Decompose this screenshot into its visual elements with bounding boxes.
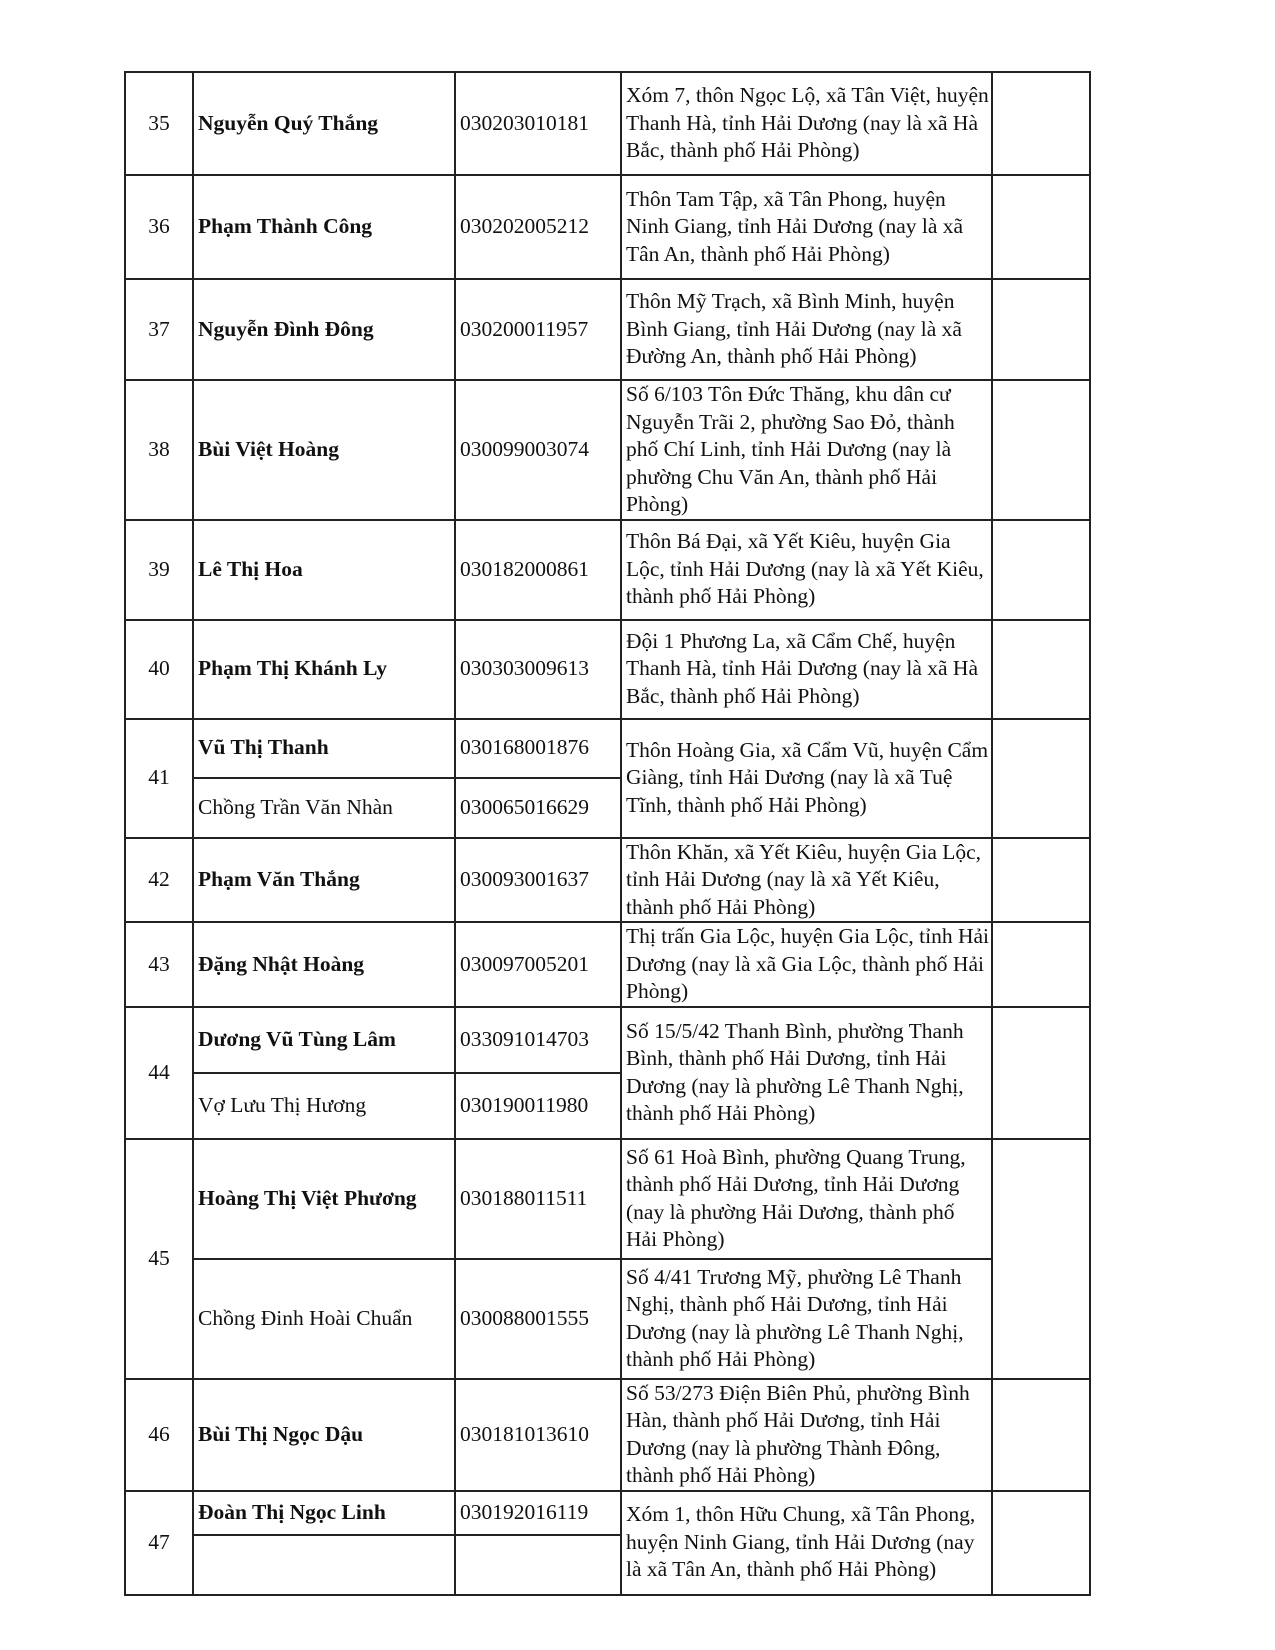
person-name-cell: Chồng Đinh Hoài Chuẩn bbox=[193, 1259, 455, 1379]
row-number-cell: 37 bbox=[125, 279, 193, 380]
id-number-cell: 030099003074 bbox=[455, 380, 621, 520]
table-body bbox=[125, 72, 1090, 1595]
row-number-cell: 43 bbox=[125, 922, 193, 1007]
address-cell: Thôn Bá Đại, xã Yết Kiêu, huyện Gia Lộc, tỉnh Hải Dương (nay là xã Yết Kiêu, thành phố Hải Phòng) bbox=[621, 520, 992, 620]
table-row bbox=[125, 175, 1090, 279]
row-number-cell: 36 bbox=[125, 175, 193, 279]
id-number-cell: 030182000861 bbox=[455, 520, 621, 620]
person-name-cell: Vợ Lưu Thị Hương bbox=[193, 1073, 455, 1139]
id-number-cell: 030200011957 bbox=[455, 279, 621, 380]
person-name-cell: Lê Thị Hoa bbox=[193, 520, 455, 620]
address-cell: Thôn Hoàng Gia, xã Cẩm Vũ, huyện Cẩm Giàng, tỉnh Hải Dương (nay là xã Tuệ Tĩnh, thành phố Hải Phòng) bbox=[621, 719, 992, 838]
note-cell bbox=[992, 279, 1090, 380]
row-number-cell: 39 bbox=[125, 520, 193, 620]
note-cell bbox=[992, 1379, 1090, 1491]
id-number-cell: 030303009613 bbox=[455, 620, 621, 719]
id-number-cell: 033091014703 bbox=[455, 1007, 621, 1073]
table-row bbox=[125, 838, 1090, 923]
id-number-cell: 030181013610 bbox=[455, 1379, 621, 1491]
address-cell: Thôn Khăn, xã Yết Kiêu, huyện Gia Lộc, tỉnh Hải Dương (nay là xã Yết Kiêu, thành phố Hải Phòng) bbox=[621, 838, 992, 923]
address-cell: Số 61 Hoà Bình, phường Quang Trung, thành phố Hải Dương, tỉnh Hải Dương (nay là phường Hải Dương, thành phố Hải Phòng) bbox=[621, 1139, 992, 1259]
row-number-cell: 38 bbox=[125, 380, 193, 520]
document-page bbox=[124, 71, 1090, 1582]
address-cell: Số 15/5/42 Thanh Bình, phường Thanh Bình, thành phố Hải Dương, tỉnh Hải Dương (nay là phường Lê Thanh Nghị, thành phố Hải Phòng) bbox=[621, 1007, 992, 1139]
table-row bbox=[125, 1007, 1090, 1073]
row-number-cell: 35 bbox=[125, 72, 193, 175]
id-number-cell: 030097005201 bbox=[455, 922, 621, 1007]
person-name-cell: Nguyễn Đình Đông bbox=[193, 279, 455, 380]
row-number-cell: 41 bbox=[125, 719, 193, 838]
person-name-cell: Bùi Thị Ngọc Dậu bbox=[193, 1379, 455, 1491]
person-name-cell: Đặng Nhật Hoàng bbox=[193, 922, 455, 1007]
row-number-cell: 40 bbox=[125, 620, 193, 719]
address-cell: Thôn Tam Tập, xã Tân Phong, huyện Ninh Giang, tỉnh Hải Dương (nay là xã Tân An, thành phố Hải Phòng) bbox=[621, 175, 992, 279]
person-name-cell: Bùi Việt Hoàng bbox=[193, 380, 455, 520]
table-row bbox=[125, 380, 1090, 520]
id-number-cell: 030202005212 bbox=[455, 175, 621, 279]
id-number-cell: 030168001876 bbox=[455, 719, 621, 778]
row-number-cell: 44 bbox=[125, 1007, 193, 1139]
address-cell: Số 4/41 Trương Mỹ, phường Lê Thanh Nghị, thành phố Hải Dương, tỉnh Hải Dương (nay là phường Lê Thanh Nghị, thành phố Hải Phòng) bbox=[621, 1259, 992, 1379]
id-number-cell: 030188011511 bbox=[455, 1139, 621, 1259]
note-cell bbox=[992, 719, 1090, 838]
row-number-cell: 46 bbox=[125, 1379, 193, 1491]
id-number-cell: 030065016629 bbox=[455, 778, 621, 838]
person-name-cell: Phạm Thành Công bbox=[193, 175, 455, 279]
row-number-cell: 45 bbox=[125, 1139, 193, 1379]
person-name-cell bbox=[193, 1535, 455, 1595]
note-cell bbox=[992, 620, 1090, 719]
person-name-cell: Chồng Trần Văn Nhàn bbox=[193, 778, 455, 838]
note-cell bbox=[992, 380, 1090, 520]
address-cell: Số 53/273 Điện Biên Phủ, phường Bình Hàn, thành phố Hải Dương, tỉnh Hải Dương (nay là phường Thành Đông, thành phố Hải Phòng) bbox=[621, 1379, 992, 1491]
table-row bbox=[125, 520, 1090, 620]
person-name-cell: Vũ Thị Thanh bbox=[193, 719, 455, 778]
address-cell: Thị trấn Gia Lộc, huyện Gia Lộc, tỉnh Hải Dương (nay là xã Gia Lộc, thành phố Hải Phòng) bbox=[621, 922, 992, 1007]
id-number-cell: 030203010181 bbox=[455, 72, 621, 175]
table-row bbox=[125, 1259, 1090, 1379]
id-number-cell: 030192016119 bbox=[455, 1491, 621, 1535]
person-name-cell: Phạm Văn Thắng bbox=[193, 838, 455, 923]
note-cell bbox=[992, 1491, 1090, 1595]
address-cell: Thôn Mỹ Trạch, xã Bình Minh, huyện Bình Giang, tỉnh Hải Dương (nay là xã Đường An, thành phố Hải Phòng) bbox=[621, 279, 992, 380]
address-cell: Xóm 7, thôn Ngọc Lộ, xã Tân Việt, huyện Thanh Hà, tỉnh Hải Dương (nay là xã Hà Bắc, thành phố Hải Phòng) bbox=[621, 72, 992, 175]
table-row bbox=[125, 620, 1090, 719]
table-row bbox=[125, 72, 1090, 175]
row-number-cell: 47 bbox=[125, 1491, 193, 1595]
note-cell bbox=[992, 72, 1090, 175]
id-number-cell: 030190011980 bbox=[455, 1073, 621, 1139]
id-number-cell bbox=[455, 1535, 621, 1595]
table-row bbox=[125, 279, 1090, 380]
person-name-cell: Phạm Thị Khánh Ly bbox=[193, 620, 455, 719]
table-row bbox=[125, 1139, 1090, 1259]
row-number-cell: 42 bbox=[125, 838, 193, 923]
person-name-cell: Hoàng Thị Việt Phương bbox=[193, 1139, 455, 1259]
address-cell: Đội 1 Phương La, xã Cẩm Chế, huyện Thanh Hà, tỉnh Hải Dương (nay là xã Hà Bắc, thành phố Hải Phòng) bbox=[621, 620, 992, 719]
person-name-cell: Dương Vũ Tùng Lâm bbox=[193, 1007, 455, 1073]
id-number-cell: 030093001637 bbox=[455, 838, 621, 923]
person-name-cell: Nguyễn Quý Thắng bbox=[193, 72, 455, 175]
note-cell bbox=[992, 1007, 1090, 1139]
table-row bbox=[125, 1379, 1090, 1491]
household-table bbox=[124, 71, 1091, 1596]
table-row bbox=[125, 922, 1090, 1007]
table-row bbox=[125, 719, 1090, 778]
note-cell bbox=[992, 838, 1090, 923]
table-row bbox=[125, 1491, 1090, 1535]
note-cell bbox=[992, 520, 1090, 620]
person-name-cell: Đoàn Thị Ngọc Linh bbox=[193, 1491, 455, 1535]
address-cell: Số 6/103 Tôn Đức Thăng, khu dân cư Nguyễn Trãi 2, phường Sao Đỏ, thành phố Chí Linh, tỉnh Hải Dương (nay là phường Chu Văn An, thành phố Hải Phòng) bbox=[621, 380, 992, 520]
note-cell bbox=[992, 922, 1090, 1007]
id-number-cell: 030088001555 bbox=[455, 1259, 621, 1379]
note-cell bbox=[992, 1139, 1090, 1379]
note-cell bbox=[992, 175, 1090, 279]
address-cell: Xóm 1, thôn Hữu Chung, xã Tân Phong, huyện Ninh Giang, tỉnh Hải Dương (nay là xã Tân An, thành phố Hải Phòng) bbox=[621, 1491, 992, 1595]
